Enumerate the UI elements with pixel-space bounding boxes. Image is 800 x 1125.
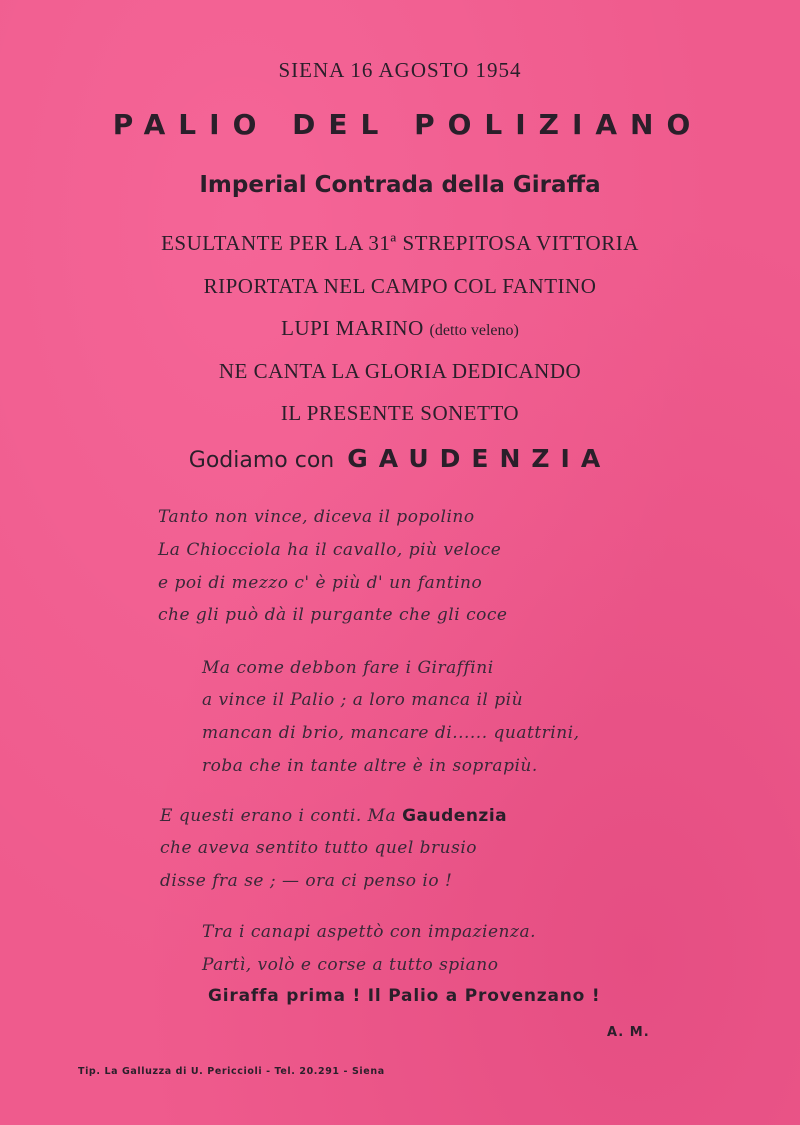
dedication-line-2: RIPORTATA NEL CAMPO COL FANTINO [203,274,597,298]
gaudenzia-inline: Gaudenzia [402,806,508,826]
godiamo-text: Godiamo con [188,448,335,473]
godiamo-line [0,444,800,473]
gaudenzia-name: GAUDENZIA [347,444,612,473]
sonnet-line: mancan di brio, mancare di...... quattrini, [202,723,580,743]
sonnet-line: Ma come debbon fare i Giraffini [202,658,494,678]
dedication-line-5: IL PRESENTE SONETTO [280,401,520,425]
sonnet-line: Partì, volò e corse a tutto spiano [202,955,499,975]
printer-imprint: Tip. La Galluzza di U. Periccioli - Tel. 20.291 - Siena [78,1066,385,1077]
sonnet-line-text: E questi erano i conti. Ma [160,806,397,826]
dedication-line-4: NE CANTA LA GLORIA DEDICANDO [218,359,582,383]
sonnet-line: La Chiocciola ha il cavallo, più veloce [158,540,502,560]
sonnet-line: roba che in tante altre è in soprapiù. [202,756,538,776]
sonnet-line: e poi di mezzo c' è più d' un fantino [158,573,483,593]
sonnet-final-line: Giraffa prima ! Il Palio a Provenzano ! [208,986,601,1006]
sonnet-line: Tanto non vince, diceva il popolino [158,507,475,527]
contrada-name: Imperial Contrada della Giraffa [199,172,601,198]
jockey-nickname: (detto veleno) [429,322,519,339]
dedication-line-3 [0,316,800,341]
sonnet-line [160,806,507,826]
author-initials: A. M. [607,1025,650,1040]
sonnet-line: Tra i canapi aspettò con impazienza. [202,922,536,942]
date-line: SIENA 16 AGOSTO 1954 [278,58,522,82]
sonnet-line: che aveva sentito tutto quel brusio [160,838,478,858]
sonnet-line: a vince il Palio ; a loro manca il più [202,690,524,710]
jockey-name: LUPI MARINO [281,316,424,340]
palio-title: PALIO DEL POLIZIANO [112,108,704,141]
sonnet-line: disse fra se ; — ora ci penso io ! [160,871,453,891]
dedication-line-1: ESULTANTE PER LA 31ª STREPITOSA VITTORIA [161,231,639,255]
sonnet-line: che gli può dà il purgante che gli coce [158,605,508,625]
